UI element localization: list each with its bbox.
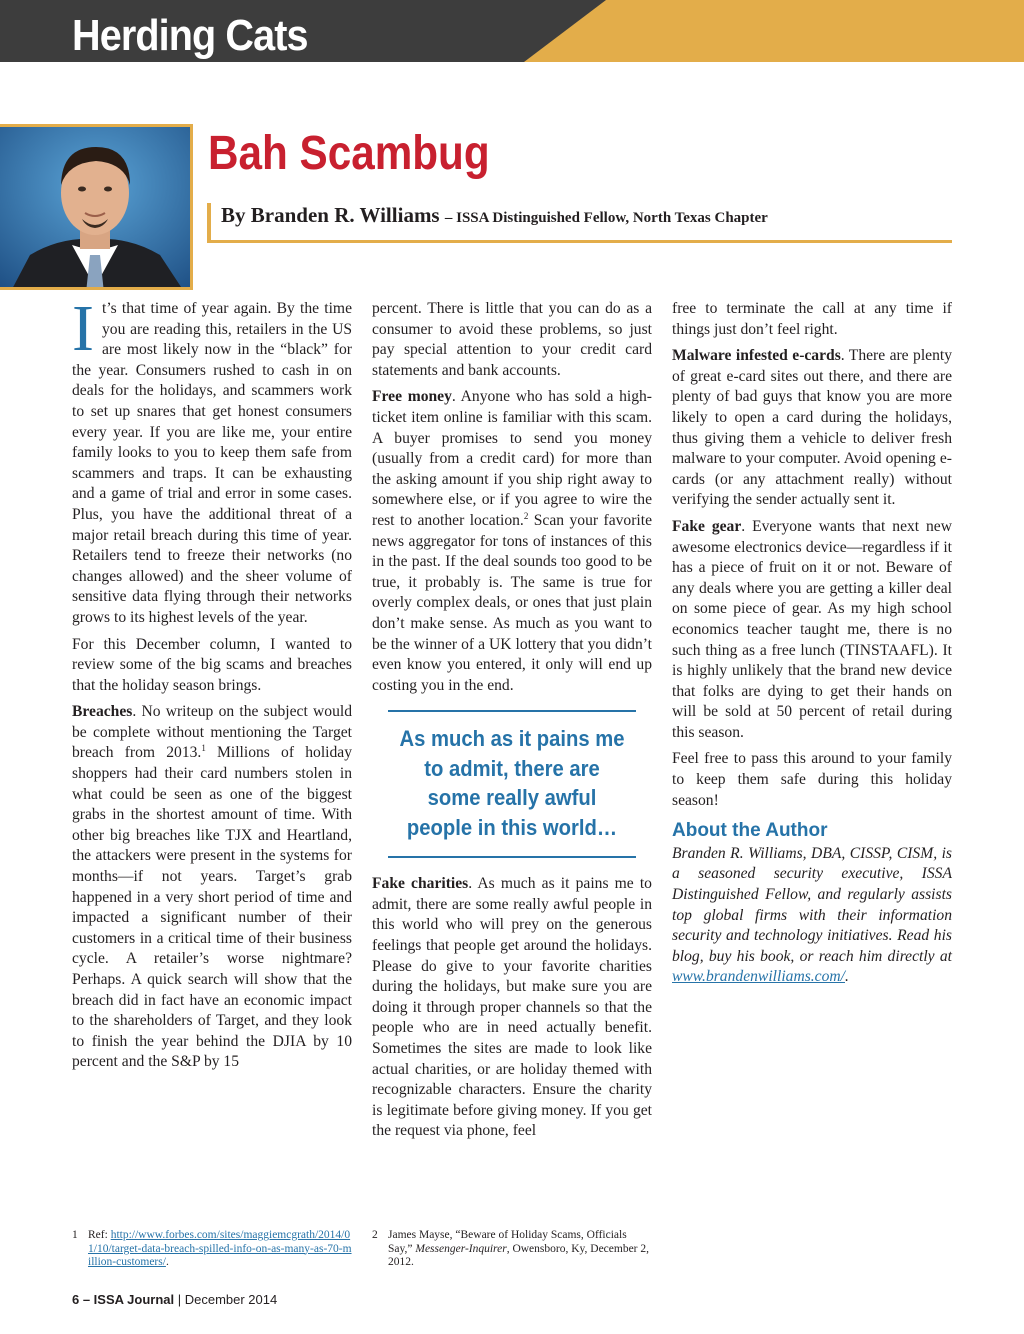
author-website-link[interactable]: www.brandenwilliams.com/ (672, 968, 845, 986)
fake-charities-paragraph (372, 874, 652, 1142)
page-label: 6 – ISSA Journal (72, 1292, 175, 1307)
issue-date: December 2014 (184, 1292, 278, 1307)
section-title: Herding Cats (72, 11, 308, 60)
breaches-lead: Breaches (72, 703, 133, 721)
breaches-text-b: Millions of holiday shoppers had their card numbers stolen in what could be seen as one of the biggest grabs in the shortest amount of time. With other big breaches like TJX and Heartland, the attackers were present in the systems for months—if not years. Target’s grab happened in a very short period of time and impacted a significant number of their customers in a critical time of their business cycle. A retailer’s worse nightmare? Perhaps. A quick search will show that the breach did in fact have an economic impact to the shareholders of Target, and they look to finish the year behind the DJIA by 10 percent and the S&P by 15 (72, 744, 352, 1071)
pull-quote (388, 710, 636, 858)
pull-quote-text: As much as it pains me to admit, there are some really awful people in this world… (399, 726, 625, 840)
footnote-2-text (388, 1229, 652, 1270)
header-band (0, 0, 1024, 62)
footnote-1-text (88, 1229, 352, 1270)
free-money-text-b: Scan your favorite news aggregator for tons of instances of this in the past. If the deal sounds too good to be true, it probably is. The same is true for overly complex deals, or ones that just plain don’t make sense. As much as you want to be the winner of a UK lottery that you didn’t even know you entered, it only will end up costing you in the end. (372, 511, 652, 694)
fake-charities-lead: Fake charities (372, 875, 469, 893)
malware-paragraph (672, 346, 952, 511)
footnote-ref-2: 2 (523, 510, 529, 521)
footnote-2 (372, 1229, 652, 1270)
free-money-text-a: . Anyone who has sold a high-ticket item online is familiar with this scam. A buyer promises to send you money (usually from a credit card) for more than the asking amount if you ship right away to somewhere else, or if you agree to wire the rest to another location. (372, 388, 652, 529)
intro-paragraph (72, 292, 352, 629)
author-portrait (0, 124, 193, 290)
header-gold-accent (524, 0, 1024, 62)
breaches-paragraph (72, 702, 352, 1073)
byline-author: By Branden R. Williams (221, 203, 440, 227)
intro-text: t’s that time of year again. By the time you are reading this, retailers in the US are most likely now in the “black” for the year. Consumers rushed to cash in on deals for the holidays, and scammers work to set up snares that get honest consumers every year. If you are like me, your entire family looks to you to keep them safe from scammers and traps. It can be exhausting and a game of trial and error in some cases. Plus, you have the additional threat of a major retail breach during this time of year. Retailers tend to freeze their networks (no changes allowed) and the sheer volume of sensitive data flying through their networks grows to its highest levels of the year. (72, 300, 352, 626)
footnote-1-link[interactable]: http://www.forbes.com/sites/maggiemcgrath/2014/01/10/target-data-breach-spilled-info-on-as-many-as-70-million-customers/ (88, 1229, 352, 1268)
footnote-1-number: 1 (72, 1229, 78, 1241)
malware-text: . There are plenty of great e-card sites out there, and there are plenty of bad guys that know you are more likely to open a card during the holidays, thus giving them a vehicle to deliver fresh malware to your computer. Avoid opening e-cards (or any attachment really) without verifying the sender actually sent it. (672, 347, 952, 509)
footnote-1 (72, 1229, 352, 1270)
article-title: Bah Scambug (208, 127, 490, 180)
footnote-2-citation: James Mayse, “Beware of Holiday Scams, Officials Say,” (388, 1229, 627, 1255)
footnote-1-prefix: Ref: (88, 1229, 111, 1241)
free-money-paragraph (372, 387, 652, 696)
continuation-paragraph: percent. There is little that you can do as a consumer to avoid these problems, so just pay special attention to your credit card statements and bank accounts. (372, 300, 652, 379)
breaches-text-a: . No writeup on the subject would be complete without mentioning the Target breach from 2013. (72, 703, 352, 762)
article-column-2 (372, 299, 652, 1148)
footnote-1-end: . (165, 1256, 169, 1268)
footnote-ref-1: 1 (201, 743, 206, 754)
about-author-heading: About the Author (672, 820, 828, 842)
byline-rule (207, 203, 211, 243)
column-intent-paragraph: For this December column, I wanted to review some of the big scams and breaches that the holiday season brings. (72, 635, 352, 694)
fake-gear-paragraph (672, 517, 952, 744)
about-author-text (672, 844, 952, 988)
footnote-2-number: 2 (372, 1229, 378, 1241)
page-footer (72, 1292, 277, 1307)
article-column-3 (672, 299, 952, 994)
author-photo-illustration (0, 127, 193, 290)
byline-affiliation: – ISSA Distinguished Fellow, North Texas Chapter (444, 210, 768, 226)
footnote-2-details: , Owensboro, Ky, December 2, 2012. (388, 1242, 650, 1268)
footer-separator: | (174, 1292, 185, 1307)
footnote-2-publication: Messenger-Inquirer (415, 1242, 507, 1255)
malware-lead: Malware infested e-cards (672, 347, 841, 365)
fake-gear-lead: Fake gear (672, 517, 742, 535)
fake-gear-text: . Everyone wants that next new awesome electronics device—regardless if it has a piece of fruit on it or not. Beware of any deals where you are getting a killer deal on some piece of gear. As my high school economics teacher taught me, there is no such thing as a free lunch (TINSTAAFL). It is highly unlikely that the brand new device that folks are dying to get their hands on will be sold at 50 percent of retail during this season. (672, 517, 952, 741)
continuation-paragraph-3: free to terminate the call at any time if things just don’t feel right. (672, 300, 952, 338)
drop-cap: I (72, 292, 94, 365)
about-author-end: . (845, 968, 849, 986)
byline (221, 203, 768, 228)
article-column-1 (72, 292, 352, 1079)
about-author-body: Branden R. Williams, DBA, CISSP, CISM, is a seasoned security executive, ISSA Distinguished Fellow, and regularly assists top global firms with their information security and technology initiatives. Read his blog, buy his book, or reach him directly at (672, 844, 952, 965)
portrait-text-wrap-spacer (0, 299, 72, 401)
closing-paragraph: Feel free to pass this around to your family to keep them safe during this holiday season! (672, 750, 952, 809)
fake-charities-text: . As much as it pains me to admit, there are some really awful people in this world who will prey on the generous feelings that people get around the holidays. Please do give to your favorite charities during the holidays, but make sure you are doing it through proper channels so that the people who are in need actually benefit. Sometimes the sites are made to look like actual charities, or are holiday themed with recognizable characters. Ensure the charity is legitimate before giving money. If you get the request via phone, feel (372, 875, 652, 1140)
free-money-lead: Free money (372, 388, 452, 406)
byline-underline (207, 240, 952, 243)
